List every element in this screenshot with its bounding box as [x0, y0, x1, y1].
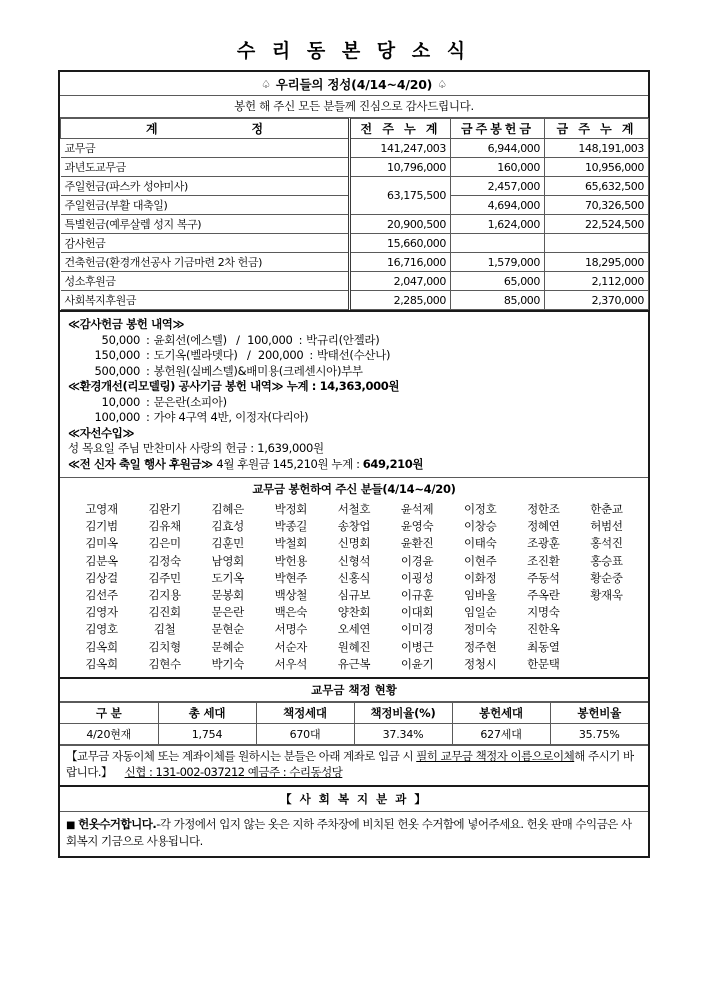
- donor-name: 서명수: [274, 622, 308, 637]
- donor-name: 문은란: [211, 605, 244, 620]
- offering-row-prev-total: 63,175,500: [350, 177, 451, 215]
- charity-line: 성 목요일 주님 만찬미사 사랑의 헌금 : 1,639,000원: [68, 441, 324, 455]
- donor-name: 임일순: [463, 605, 497, 620]
- offering-row-prev-total: 141,247,003: [350, 139, 451, 158]
- donor-name: 이대회: [400, 605, 434, 620]
- offering-row: [61, 177, 649, 196]
- names-column: [196, 501, 259, 673]
- assessment-data-cell: 627세대: [452, 724, 550, 745]
- offering-band-heading: 우리들의 정성(4/14~4/20): [275, 77, 433, 92]
- donor-name: 박철회: [274, 536, 308, 551]
- donor-name: 홍승표: [590, 553, 623, 568]
- assessment-data-cell: 670대: [256, 724, 354, 745]
- donor-name: 김효성: [211, 519, 244, 534]
- spade-icon-2: ♤: [437, 78, 447, 91]
- donor-name: 김진회: [148, 605, 181, 620]
- names-column: [133, 501, 196, 673]
- donor-name: 이병근: [400, 639, 434, 654]
- donor-name: 김분옥: [85, 553, 118, 568]
- assessment-header-cell: 구 분: [60, 703, 158, 724]
- offering-row: [61, 158, 649, 177]
- offering-header-total: 금 주 누 계: [545, 119, 649, 139]
- thanks-sep-2: /: [246, 348, 251, 362]
- thanks-line: 500,000 : 봉헌원(실베스텔)&배미용(크레센시아)부부: [68, 366, 642, 378]
- remodel-amount-2: 100,000: [94, 410, 140, 424]
- page-title: 수 리 동 본 당 소 식: [236, 40, 471, 62]
- remodel-amount-1: 10,000: [101, 394, 140, 409]
- donor-name: 윤환진: [400, 536, 434, 551]
- assessment-table: [60, 702, 648, 745]
- donor-name: 이윤기: [400, 656, 434, 671]
- offering-row-account: 사회복지후원금: [61, 291, 350, 310]
- assessment-data-cell: 37.34%: [354, 724, 452, 745]
- donor-name: 김주민: [148, 570, 181, 585]
- donor-name: 고영재: [85, 502, 118, 516]
- donor-name: 김영자: [85, 605, 118, 620]
- donor-name: 정청시: [463, 656, 497, 671]
- donor-name: 김지용: [148, 588, 181, 603]
- donor-name: 박현주: [274, 570, 308, 585]
- thanks-amount-2: 150,000: [94, 348, 140, 362]
- donor-name: 정주현: [463, 639, 497, 654]
- donor-name: 문혜순: [211, 639, 244, 654]
- thanks-sep-1: /: [236, 332, 240, 347]
- assessment-title: 교무금 책정 현황: [60, 677, 648, 702]
- thanks-donor-3: 봉헌원(실베스텔)&배미용(크레센시아)부부: [153, 363, 363, 378]
- donor-name: 김완기: [148, 502, 181, 516]
- donor-name: 최동열: [527, 639, 560, 654]
- offering-row: [61, 215, 649, 234]
- donor-name: 백은숙: [274, 605, 308, 620]
- donor-name: 한문택: [527, 656, 560, 671]
- donor-name: 신홍식: [337, 570, 371, 585]
- offering-header-account: [61, 119, 350, 139]
- assessment-header-cell: 책정비율(%): [354, 703, 452, 724]
- charity-heading: ≪자선수입≫: [68, 425, 135, 440]
- assessment-header-row: [60, 703, 648, 724]
- donor-name: 신명회: [337, 536, 371, 551]
- donor-name: 김미옥: [85, 536, 118, 551]
- thanks-donor-2b: 박태선(수산나): [316, 348, 391, 362]
- donor-name: 김옥희: [85, 656, 118, 671]
- offering-row: [61, 253, 649, 272]
- donor-name: 김영호: [85, 622, 118, 637]
- offering-row-cur-total: [545, 234, 649, 253]
- feast-total: 649,210원: [362, 456, 424, 471]
- offering-row-week: 85,000: [451, 291, 545, 310]
- thanks-donor-2: 도기옥(벨라뎃다): [153, 348, 238, 362]
- offering-row-prev-total: 2,047,000: [350, 272, 451, 291]
- donor-name: 신형석: [337, 553, 371, 568]
- offering-row-week: 65,000: [451, 272, 545, 291]
- donor-name: 허범선: [590, 519, 623, 534]
- donor-name: 이창승: [463, 519, 497, 534]
- donor-name: 김은미: [148, 536, 181, 551]
- donor-name: 문현순: [211, 622, 244, 637]
- donor-name: 도기옥: [211, 570, 244, 585]
- bulletin-sheet: [58, 70, 650, 858]
- donor-name: 김상걸: [85, 570, 118, 585]
- offering-row-prev-total: 20,900,500: [350, 215, 451, 234]
- thanks-heading: ≪감사헌금 봉헌 내역≫: [68, 317, 185, 331]
- offering-row-account: 과년도교무금: [61, 158, 350, 177]
- donor-name: 박헌용: [274, 553, 308, 568]
- donor-name: 서철호: [337, 502, 371, 516]
- offering-row-cur-total: 65,632,500: [545, 177, 649, 196]
- donor-name: 홍석진: [590, 536, 623, 551]
- thanks-donor-1b: 박규리(안젤라): [306, 332, 380, 347]
- donor-name: 이정호: [463, 502, 497, 516]
- offering-row-week: 1,579,000: [451, 253, 545, 272]
- donor-name: 남영회: [211, 553, 244, 568]
- donor-name: 김현수: [148, 656, 181, 671]
- donor-name: 황재욱: [590, 588, 623, 603]
- offering-row-account: 교무금: [61, 139, 350, 158]
- notice-line1-underline: 필히 교무금 책정자 이름으로: [416, 749, 553, 764]
- donor-name: 양찬회: [337, 605, 371, 620]
- donor-name: 이화정: [463, 570, 497, 585]
- offering-row-account: 주일헌금(부활 대축일): [61, 196, 350, 215]
- offering-table: [60, 118, 649, 310]
- donor-name: 정혜연: [527, 519, 560, 534]
- offering-row: [61, 139, 649, 158]
- offering-row-prev-total: 2,285,000: [350, 291, 451, 310]
- donor-name: 이미경: [400, 622, 434, 637]
- thanks-amount-1: 50,000: [101, 332, 140, 347]
- offering-row-prev-total: 10,796,000: [350, 158, 451, 177]
- assessment-header-cell: 봉헌세대: [452, 703, 550, 724]
- donor-name: 이태숙: [463, 536, 497, 551]
- offering-row: [61, 291, 649, 310]
- donor-name: 이굉성: [400, 570, 434, 585]
- bank-account-label: 신협 : 131-002-037212 예금주 : 수리동성당: [124, 764, 343, 779]
- donor-name: 김기범: [85, 519, 118, 534]
- donor-name: 원혜진: [337, 639, 371, 654]
- donor-name: 서순자: [274, 639, 308, 654]
- offering-row-cur-total: 18,295,000: [545, 253, 649, 272]
- offering-row-account: 감사헌금: [61, 234, 350, 253]
- offering-row-week: [451, 234, 545, 253]
- donor-name: 정한조: [527, 502, 560, 516]
- notice-line2-plain: 해 주시기 바랍니다.】: [66, 749, 634, 779]
- remodel-heading: ≪환경개선(리모델링) 공사기금 봉헌 내역≫ 누계 : 14,363,000원: [68, 379, 400, 393]
- offering-row: [61, 272, 649, 291]
- donor-name: 박기숙: [211, 656, 244, 671]
- names-column: [449, 501, 512, 673]
- thanks-line: 150,000 : 도기옥(벨라뎃다) / 200,000 : 박태선(수산나): [68, 350, 642, 362]
- donor-name: 정미숙: [463, 622, 497, 637]
- notice-line1-plain: 【교무금 자동이체 또는 계좌이체를 원하시는 분들은 아래 계좌로 입금 시: [66, 749, 417, 764]
- offering-row-account: 특별헌금(예루살렘 성지 복구): [61, 215, 350, 234]
- donor-name: 김훈민: [211, 536, 244, 551]
- remodel-line: 100,000 : 가야 4구역 4반, 이정자(다리아): [68, 412, 642, 424]
- assessment-header-cell: 봉헌비율: [550, 703, 648, 724]
- names-column: [386, 501, 449, 673]
- donor-name: 이규훈: [400, 588, 434, 603]
- welfare-body-text: -각 가정에서 입지 않는 옷은 지하 주차장에 비치된 헌옷 수거함에 넣어주세요. 헌옷 판매 수익금은 사회복지 기금으로 사용됩니다.: [66, 816, 632, 848]
- donor-name: 박정회: [274, 502, 308, 516]
- assessment-data-cell: 4/20현재: [60, 724, 158, 745]
- offering-header-prev: 전 주 누 계: [350, 119, 451, 139]
- donor-name: 황순중: [590, 570, 623, 585]
- assessment-data-cell: 35.75%: [550, 724, 648, 745]
- offering-row-week: 2,457,000: [451, 177, 545, 196]
- offering-row-cur-total: 148,191,003: [545, 139, 649, 158]
- offering-row-week: 4,694,000: [451, 196, 545, 215]
- details-section: [60, 310, 648, 477]
- offering-band-subheading: 봉헌 해 주신 모든 분들께 진심으로 감사드립니다.: [60, 95, 648, 117]
- remodel-donor-2: 가야 4구역 4반, 이정자(다리아): [153, 410, 309, 424]
- offering-row-prev-total: 15,660,000: [350, 234, 451, 253]
- square-bullet-icon: ■: [66, 819, 75, 831]
- donor-name: 이현주: [463, 553, 497, 568]
- names-column: [322, 501, 385, 673]
- thanks-amount-2b: 200,000: [257, 348, 304, 362]
- donor-name: 심규보: [337, 588, 371, 603]
- donor-name: 김치형: [148, 639, 181, 654]
- assessment-data-row: [60, 724, 648, 745]
- offering-row-cur-total: 10,956,000: [545, 158, 649, 177]
- donor-name: 백상철: [274, 588, 308, 603]
- donor-name: 김철: [153, 622, 176, 637]
- offering-band-title: [60, 72, 648, 95]
- remodel-line: 10,000 : 문은란(소피아): [68, 397, 642, 409]
- thanks-amount-1b: 100,000: [247, 332, 293, 347]
- donor-name: 송창업: [337, 519, 371, 534]
- names-column: [259, 501, 322, 673]
- donor-name: 문봉회: [211, 588, 244, 603]
- donor-name: 김유채: [148, 519, 181, 534]
- donor-name: 오세연: [337, 622, 371, 637]
- remodel-donor-1: 문은란(소피아): [153, 394, 227, 409]
- thanks-amount-3: 500,000: [94, 363, 140, 378]
- donor-name: 김옥희: [85, 639, 118, 654]
- thanks-line: 50,000 : 윤회선(에스텔) / 100,000 : 박규리(안젤라): [68, 335, 642, 347]
- offering-row-cur-total: 2,112,000: [545, 272, 649, 291]
- donor-name: 유근복: [337, 656, 371, 671]
- donor-name: 김혜은: [211, 502, 244, 516]
- names-grid: [60, 501, 648, 673]
- donor-name: 김선주: [85, 588, 118, 603]
- offering-header-account-left: 계: [145, 122, 158, 136]
- donor-name: 조진환: [527, 553, 560, 568]
- offering-header-account-right: 정: [251, 122, 264, 136]
- transfer-notice: [60, 745, 648, 785]
- offering-row-account: 성소후원금: [61, 272, 350, 291]
- names-section-title: 교무금 봉헌하여 주신 분들(4/14~4/20): [252, 482, 456, 496]
- offering-row-cur-total: 70,326,500: [545, 196, 649, 215]
- offering-row-week: 160,000: [451, 158, 545, 177]
- offering-band: [60, 72, 648, 118]
- names-column: [70, 501, 133, 673]
- donor-name: 진한옥: [527, 622, 560, 637]
- donor-name: 주동석: [527, 570, 560, 585]
- welfare-section-body: [60, 811, 648, 856]
- donor-name: 윤석제: [400, 502, 434, 516]
- thanks-donor-1: 윤회선(에스텔): [153, 332, 227, 347]
- feast-heading: ≪전 신자 축일 행사 후원금≫: [68, 456, 213, 471]
- offering-row-week: 1,624,000: [451, 215, 545, 234]
- assessment-data-cell: 1,754: [158, 724, 256, 745]
- assessment-header-cell: 책정세대: [256, 703, 354, 724]
- donor-name: 박종길: [274, 519, 308, 534]
- donor-name: 김정숙: [148, 553, 181, 568]
- offering-row-cur-total: 2,370,000: [545, 291, 649, 310]
- offering-table-body: [61, 139, 649, 310]
- offering-row-week: 6,944,000: [451, 139, 545, 158]
- donor-name: 지명숙: [527, 605, 560, 620]
- donor-name: 임바울: [463, 588, 497, 603]
- offering-header-week: 금주봉헌금: [451, 119, 545, 139]
- names-column: [512, 501, 575, 673]
- donor-name: 한춘교: [590, 502, 623, 516]
- offering-header-row: [61, 119, 649, 139]
- offering-row: [61, 234, 649, 253]
- welfare-section-title: 【 사 회 복 지 분 과 】: [60, 785, 648, 811]
- donor-name: 윤영숙: [400, 519, 434, 534]
- welfare-lead: 헌옷수거합니다.: [78, 816, 157, 831]
- donor-name: 주옥란: [527, 588, 560, 603]
- offering-row-cur-total: 22,524,500: [545, 215, 649, 234]
- offering-row-account: 주일헌금(파스카 성야미사): [61, 177, 350, 196]
- feast-text: 4월 후원금 145,210원 누계 :: [216, 456, 363, 471]
- offering-row-account: 건축헌금(환경개선공사 기금마련 2차 헌금): [61, 253, 350, 272]
- offering-row-prev-total: 16,716,000: [350, 253, 451, 272]
- names-column: [575, 501, 638, 673]
- donor-name: 이경윤: [400, 553, 434, 568]
- spade-icon: ♤: [261, 78, 271, 91]
- assessment-header-cell: 총 세대: [158, 703, 256, 724]
- donor-name: 서우석: [274, 656, 308, 671]
- donor-name: 조광훈: [527, 536, 560, 551]
- feast-line: [68, 456, 642, 471]
- notice-line2-underline: 이체: [553, 749, 575, 764]
- names-section: [60, 477, 648, 677]
